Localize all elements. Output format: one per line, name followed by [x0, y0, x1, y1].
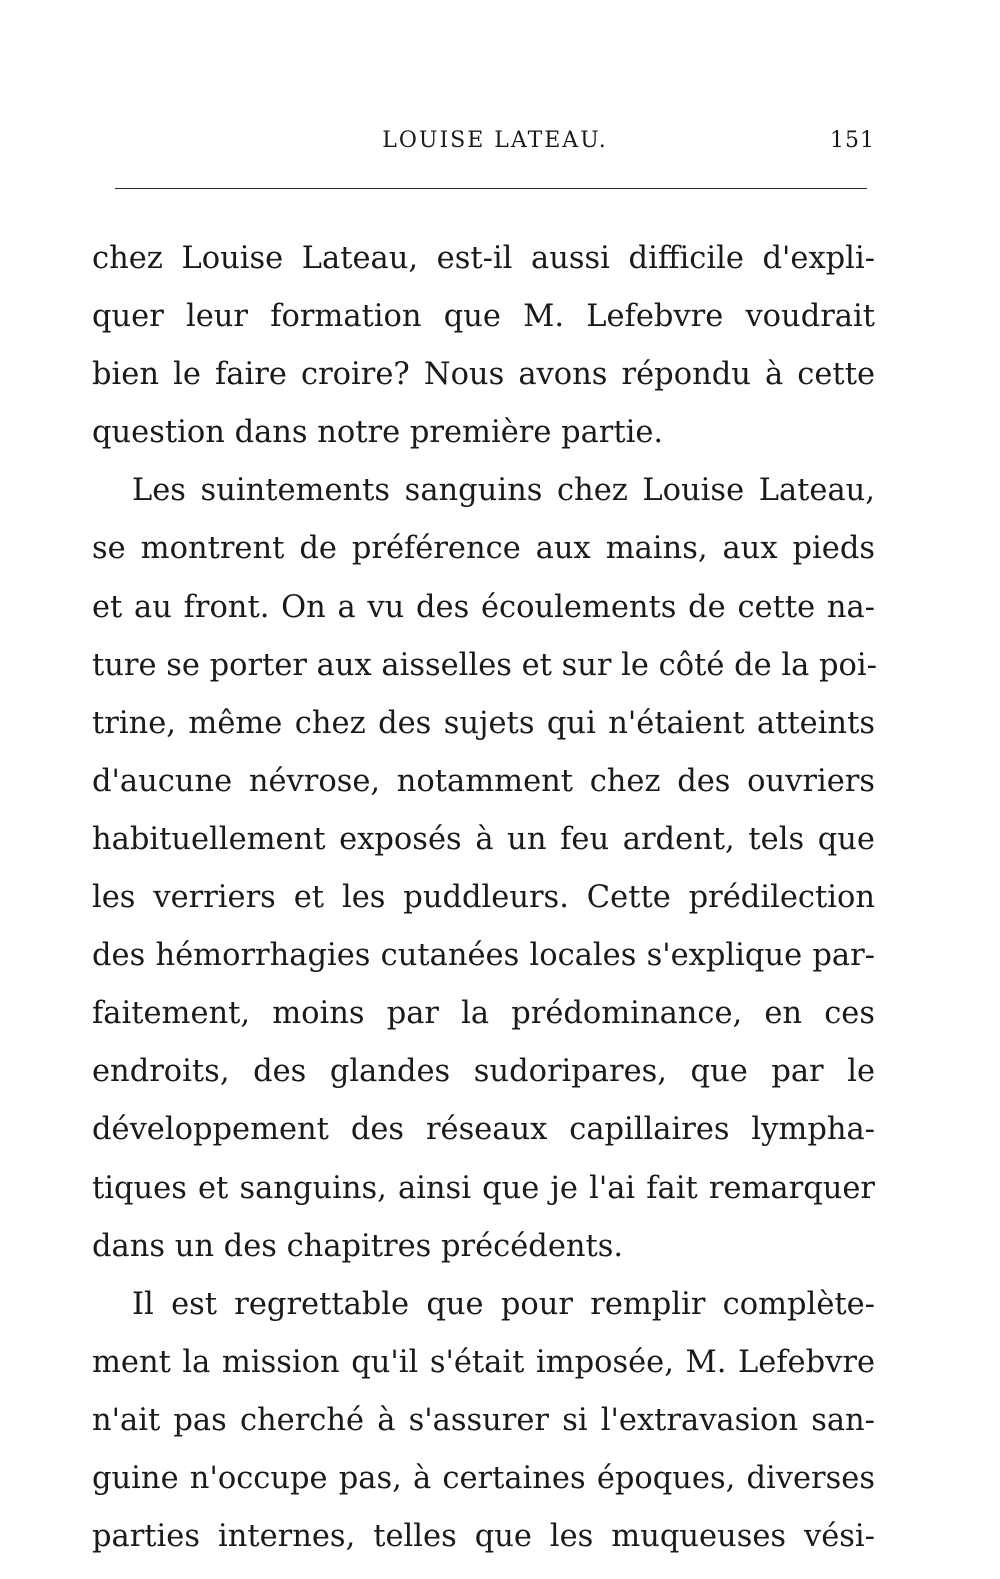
text-line: dans un des chapitres précédents.	[92, 1228, 624, 1264]
text-line: ment la mission qu'il s'était imposée, M. Lefebvre	[92, 1344, 875, 1380]
text-line: Il est regrettable que pour remplir complète-	[132, 1286, 875, 1322]
text-line: se montrent de préférence aux mains, aux pieds	[92, 531, 875, 567]
text-line: des hémorrhagies cutanées locales s'explique par-	[92, 938, 875, 974]
text-line: n'ait pas cherché à s'assurer si l'extravasion san-	[92, 1402, 875, 1438]
page-number: 151	[830, 128, 875, 153]
text-line: endroits, des glandes sudoripares, que par le	[92, 1054, 875, 1090]
text-line: quer leur formation que M. Lefebvre voudrait	[92, 299, 875, 335]
text-line: Les suintements sanguins chez Louise Lateau,	[132, 473, 875, 509]
text-line: tiques et sanguins, ainsi que je l'ai fait remarquer	[92, 1170, 875, 1206]
body-text	[92, 230, 875, 1566]
running-head	[115, 128, 875, 162]
text-line: habituellement exposés à un feu ardent, tels que	[92, 821, 875, 857]
text-line: développement des réseaux capillaires lympha-	[92, 1112, 875, 1148]
text-line: question dans notre première partie.	[92, 415, 664, 451]
text-line: et au front. On a vu des écoulements de cette na-	[92, 589, 875, 625]
text-line: les verriers et les puddleurs. Cette prédilection	[92, 880, 875, 916]
text-line: chez Louise Lateau, est-il aussi difficile d'expli-	[92, 241, 875, 276]
text-line: bien le faire croire? Nous avons répondu à cette	[92, 357, 875, 393]
running-title: LOUISE LATEAU.	[382, 128, 608, 153]
text-line: trine, même chez des sujets qui n'étaient atteints	[92, 705, 875, 741]
text-line: parties internes, telles que les muqueuses vési-	[92, 1519, 875, 1555]
header-rule	[115, 188, 867, 189]
text-line: d'aucune névrose, notamment chez des ouvriers	[92, 763, 875, 799]
text-line: guine n'occupe pas, à certaines époques, diverses	[92, 1460, 875, 1496]
text-line: faitement, moins par la prédominance, en ces	[92, 996, 875, 1032]
text-line: ture se porter aux aisselles et sur le côté de la poi-	[92, 647, 877, 683]
